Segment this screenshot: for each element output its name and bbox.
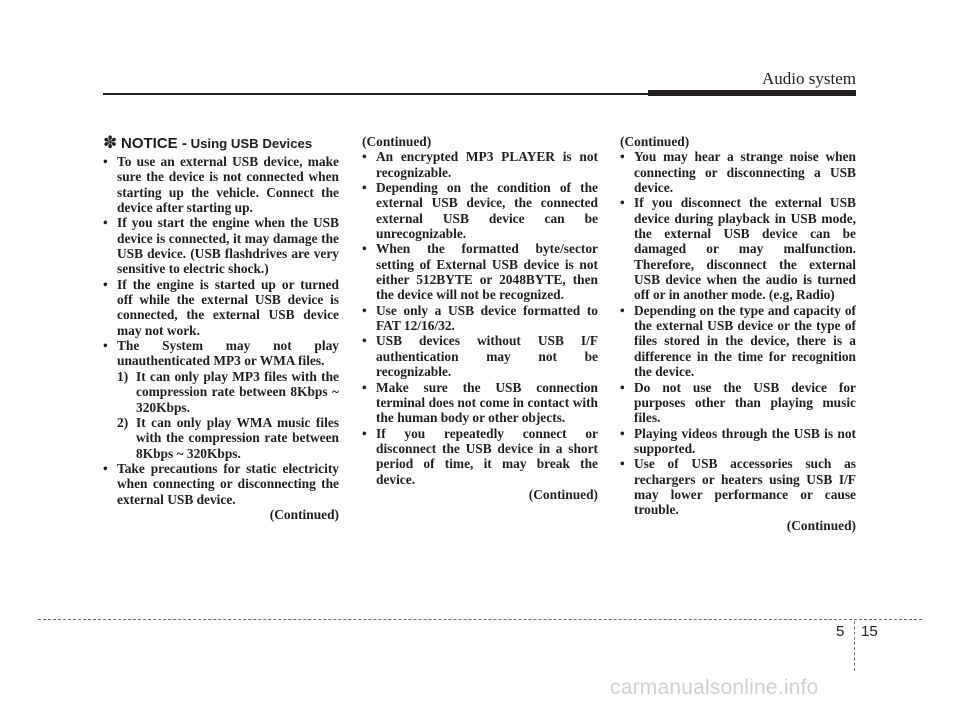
sub-list-number: 2) [117, 414, 129, 430]
list-item: • Playing videos through the USB is not supported. [620, 426, 856, 457]
list-item: • Depending on the condition of the external USB device, the connected external USB device can be unrecognizable. [362, 180, 598, 241]
notice-title: NOTICE - [120, 135, 187, 152]
continued-label: (Continued) [786, 517, 856, 533]
sub-list [117, 369, 339, 461]
footer-rule [38, 619, 922, 620]
sub-list-text: It can only play WMA music files with the compression rate between 8Kbps ~ 320Kbps. [136, 414, 339, 461]
page-number: 15 [861, 623, 878, 640]
list-item: • Use of USB accessories such as rechargers or heaters using USB I/F may lower performance or cause trouble. [620, 456, 856, 517]
column-3 [620, 134, 856, 533]
notice-heading [103, 134, 339, 152]
list-item: • Use only a USB device formatted to FAT 12/16/32. [362, 303, 598, 334]
list-item: • If you disconnect the external USB device during playback in USB mode, the external USB device can be damaged or may malfunction. Therefore, disconnect the external USB device when the audio is turned off or in another mode. (e.g, Radio) [620, 195, 856, 302]
header-rule [103, 93, 648, 95]
list-item: • When the formatted byte/sector setting of External USB device is not either 512BYTE or 2048BYTE, then the device will not be recognized. [362, 241, 598, 302]
list-item: • Take precautions for static electricity when connecting or disconnecting the external USB device. [103, 461, 339, 507]
continued-label: (Continued) [528, 486, 598, 502]
list-item: • Do not use the USB device for purposes other than playing music files. [620, 380, 856, 426]
footer-divider [854, 621, 855, 671]
bullet-list [362, 149, 598, 487]
column-2 [362, 134, 598, 502]
watermark-text: carmanualsonline.info [610, 676, 819, 699]
sub-list-item [117, 369, 339, 415]
continued-label: (Continued) [620, 134, 690, 149]
chapter-number: 5 [836, 623, 845, 640]
list-item: • To use an external USB device, make sure the device is not connected when starting up the vehicle. Connect the device after starting up. [103, 154, 339, 215]
list-item: • USB devices without USB I/F authentication may not be recognizable. [362, 333, 598, 379]
list-item: • An encrypted MP3 PLAYER is not recognizable. [362, 149, 598, 180]
bullet-list [620, 149, 856, 517]
list-item: • Make sure the USB connection terminal does not come in contact with the human body or other objects. [362, 380, 598, 426]
header-bar [648, 90, 856, 96]
sub-list-text: It can only play MP3 files with the compression rate between 8Kbps ~ 320Kbps. [136, 368, 339, 415]
list-item: • You may hear a strange noise when connecting or disconnecting a USB device. [620, 149, 856, 195]
column-1 [103, 134, 339, 522]
header-section-title: Audio system [762, 69, 856, 88]
list-item: • If you start the engine when the USB device is connected, it may damage the USB device. (USB flashdrives are very sensitive to electric shock.) [103, 215, 339, 276]
list-item [103, 338, 339, 461]
list-item: • If the engine is started up or turned off while the external USB device is connected, the external USB device may not work. [103, 277, 339, 338]
notice-subtitle: Using USB Devices [190, 136, 313, 151]
notice-star-icon: ✽ [103, 133, 118, 152]
list-item: • If you repeatedly connect or disconnect the USB device in a short period of time, it may break the device. [362, 426, 598, 487]
list-item-text: The System may not play unauthenticated MP3 or WMA files. [117, 338, 339, 369]
continued-label: (Continued) [362, 134, 432, 149]
sub-list-number: 1) [117, 368, 129, 384]
continued-label: (Continued) [269, 506, 339, 522]
sub-list-item [117, 415, 339, 461]
list-item: • Depending on the type and capacity of the external USB device or the type of files stored in the device, there is a difference in the time for recognition the device. [620, 303, 856, 380]
bullet-list [103, 154, 339, 507]
